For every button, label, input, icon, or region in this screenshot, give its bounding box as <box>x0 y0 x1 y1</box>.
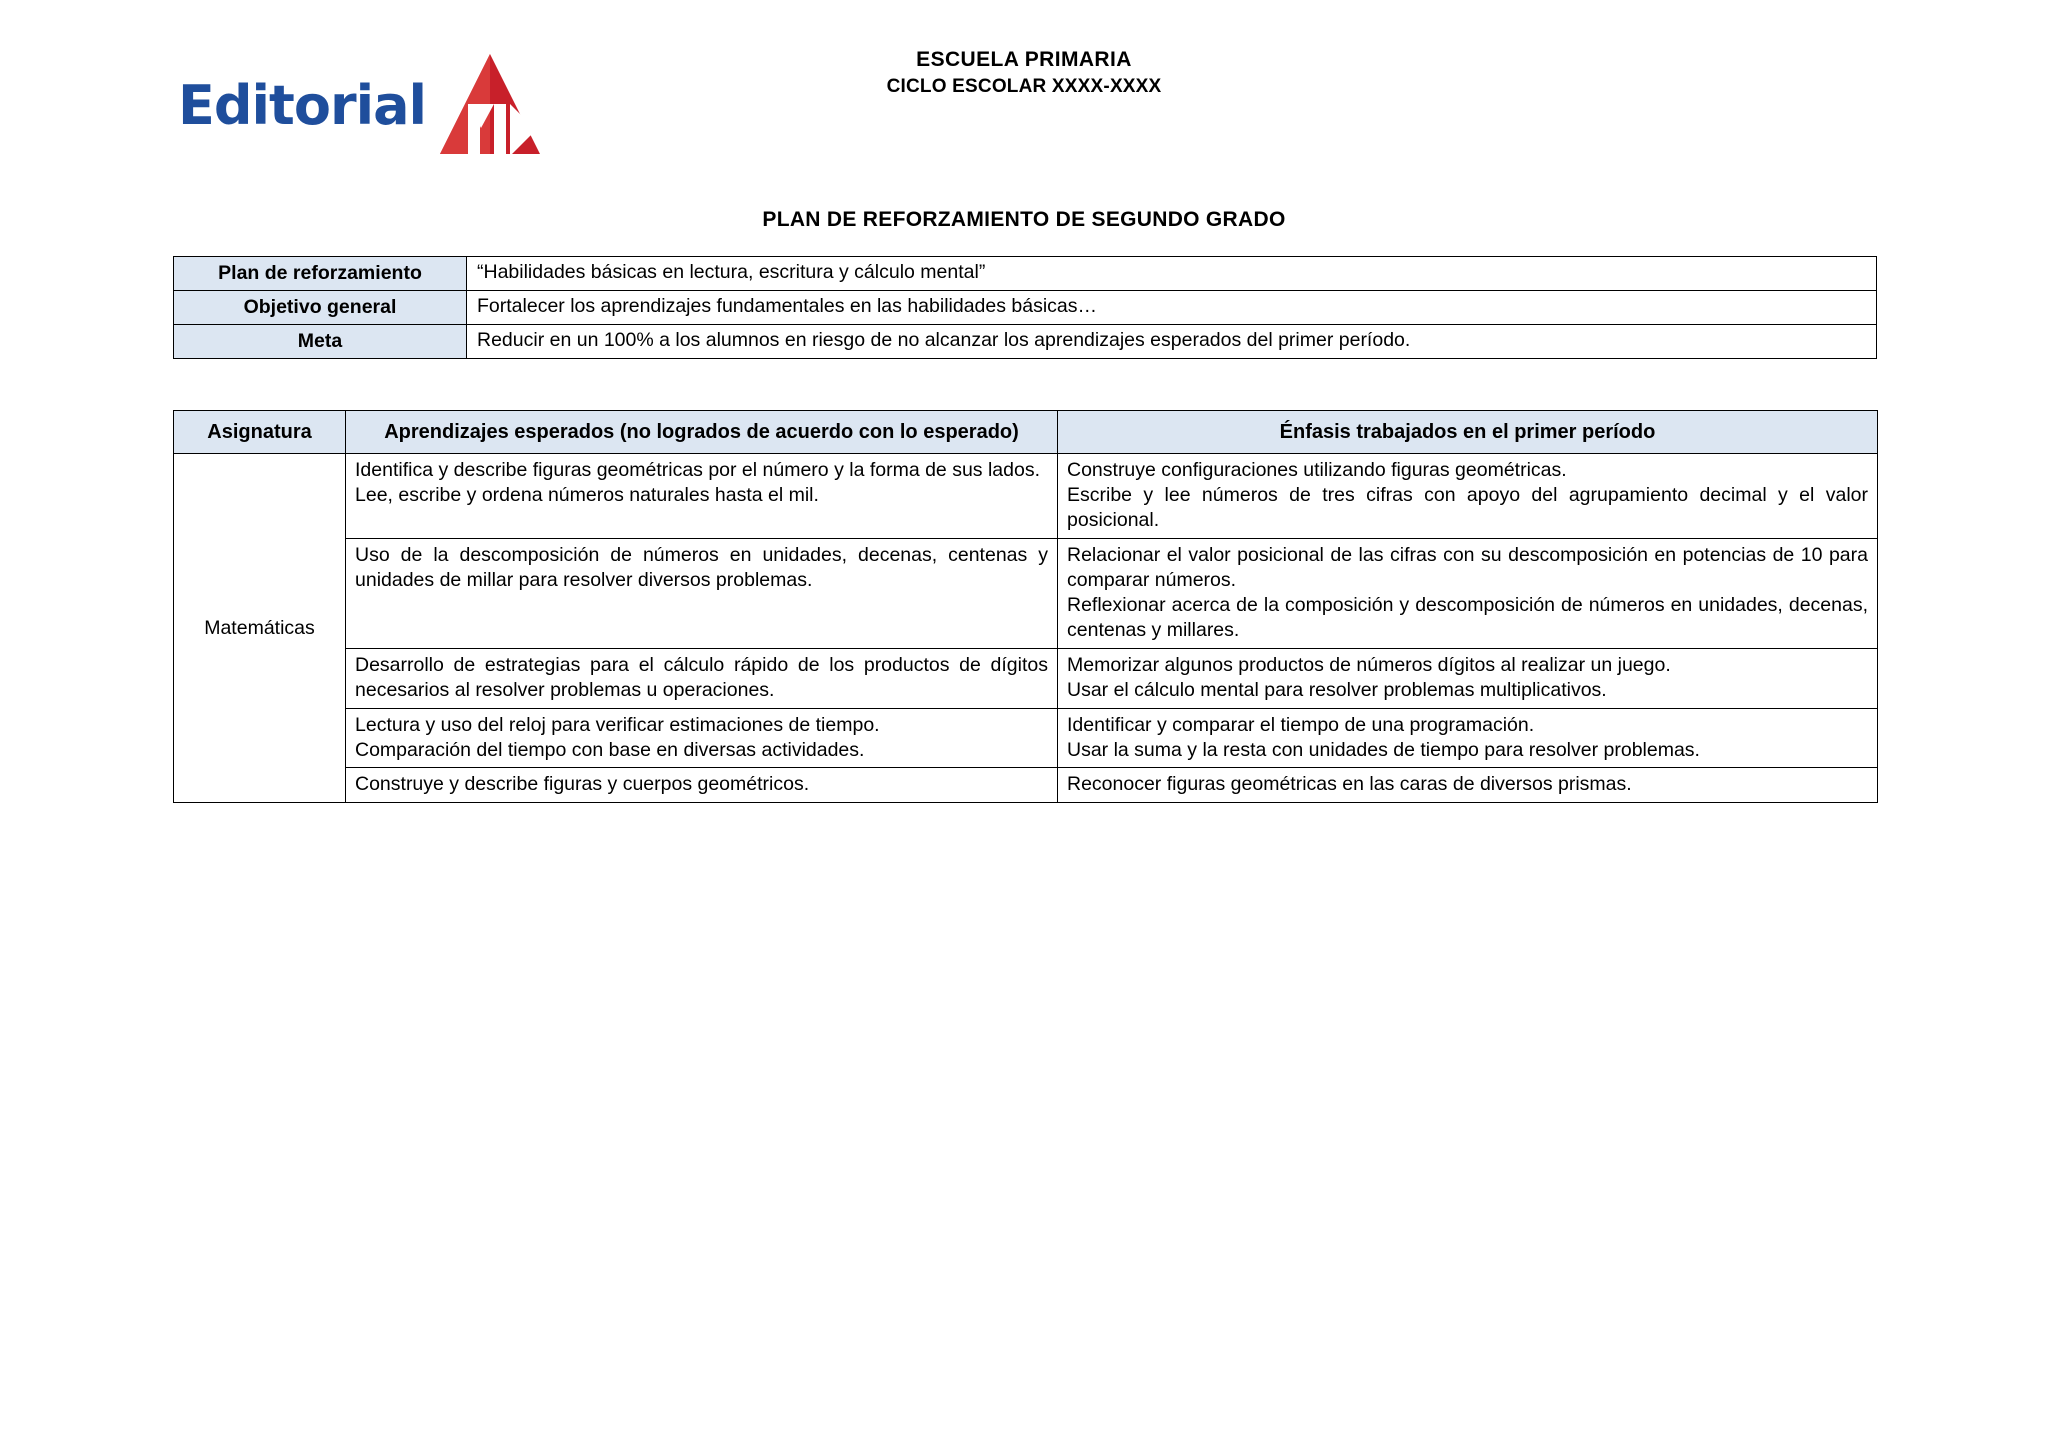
table-row <box>174 257 1877 291</box>
table-row <box>174 454 1878 539</box>
aprendizajes-line: Comparación del tiempo con base en diversas actividades. <box>355 738 865 761</box>
aprendizajes-cell <box>346 708 1058 768</box>
school-heading <box>0 46 2048 100</box>
aprendizajes-table <box>173 410 1878 803</box>
plan-info-table <box>173 256 1877 359</box>
school-cycle: CICLO ESCOLAR XXXX-XXXX <box>886 76 1162 98</box>
subject-matematicas: Matemáticas <box>174 454 346 803</box>
column-header-enfasis: Énfasis trabajados en el primer período <box>1058 411 1878 454</box>
enfasis-line: Usar la suma y la resta con unidades de tiempo para resolver problemas. <box>1067 738 1700 761</box>
info-label-meta: Meta <box>174 324 467 358</box>
aprendizajes-line: Lectura y uso del reloj para verificar estimaciones de tiempo. <box>355 713 880 736</box>
school-name: ESCUELA PRIMARIA <box>916 48 1132 71</box>
page-title: PLAN DE REFORZAMIENTO DE SEGUNDO GRADO <box>762 208 1286 231</box>
enfasis-line: Escribe y lee números de tres cifras con apoyo del agrupamiento decimal y el valor posicional. <box>1067 483 1868 531</box>
table-row <box>174 708 1878 768</box>
info-label-objetivo: Objetivo general <box>174 290 467 324</box>
info-value-meta: Reducir en un 100% a los alumnos en riesgo de no alcanzar los aprendizajes esperados del primer período. <box>467 324 1877 358</box>
enfasis-cell <box>1058 648 1878 708</box>
enfasis-line: Reconocer figuras geométricas en las caras de diversos prismas. <box>1067 773 1632 796</box>
enfasis-cell <box>1058 454 1878 539</box>
enfasis-line: Reflexionar acerca de la composición y descomposición de números en unidades, decenas, centenas y millares. <box>1067 593 1868 641</box>
aprendizajes-cell <box>346 648 1058 708</box>
document-header <box>0 0 2048 190</box>
logo-wordmark: Editorial <box>178 74 427 137</box>
aprendizajes-cell <box>346 454 1058 539</box>
enfasis-line: Memorizar algunos productos de números dígitos al realizar un juego. <box>1067 653 1671 676</box>
aprendizajes-line: Desarrollo de estrategias para el cálculo rápido de los productos de dígitos necesarios al resolver problemas u operaciones. <box>355 653 1048 701</box>
aprendizajes-line: Construye y describe figuras y cuerpos geométricos. <box>355 773 810 796</box>
table-header-row <box>174 411 1878 454</box>
enfasis-cell <box>1058 538 1878 648</box>
column-header-asignatura: Asignatura <box>174 411 346 454</box>
aprendizajes-cell <box>346 538 1058 648</box>
enfasis-line: Relacionar el valor posicional de las cifras con su descomposición en potencias de 10 para comparar números. <box>1067 543 1868 591</box>
aprendizajes-line: Identifica y describe figuras geométricas por el número y la forma de sus lados. <box>355 459 1040 481</box>
table-row <box>174 768 1878 803</box>
table-row <box>174 648 1878 708</box>
info-value-plan: “Habilidades básicas en lectura, escritura y cálculo mental” <box>467 257 1877 291</box>
enfasis-line: Identificar y comparar el tiempo de una programación. <box>1067 713 1535 736</box>
aprendizajes-cell <box>346 768 1058 803</box>
table-row <box>174 290 1877 324</box>
enfasis-cell <box>1058 768 1878 803</box>
table-row <box>174 538 1878 648</box>
info-label-plan: Plan de reforzamiento <box>174 257 467 291</box>
enfasis-line: Usar el cálculo mental para resolver problemas multiplicativos. <box>1067 678 1607 701</box>
info-value-objetivo: Fortalecer los aprendizajes fundamentales en las habilidades básicas… <box>467 290 1877 324</box>
column-header-aprendizajes: Aprendizajes esperados (no logrados de acuerdo con lo esperado) <box>346 411 1058 454</box>
enfasis-cell <box>1058 708 1878 768</box>
enfasis-line: Construye configuraciones utilizando figuras geométricas. <box>1067 459 1567 481</box>
aprendizajes-line: Lee, escribe y ordena números naturales hasta el mil. <box>355 483 819 506</box>
table-row <box>174 324 1877 358</box>
aprendizajes-line: Uso de la descomposición de números en unidades, decenas, centenas y unidades de millar para resolver diversos problemas. <box>355 543 1048 591</box>
